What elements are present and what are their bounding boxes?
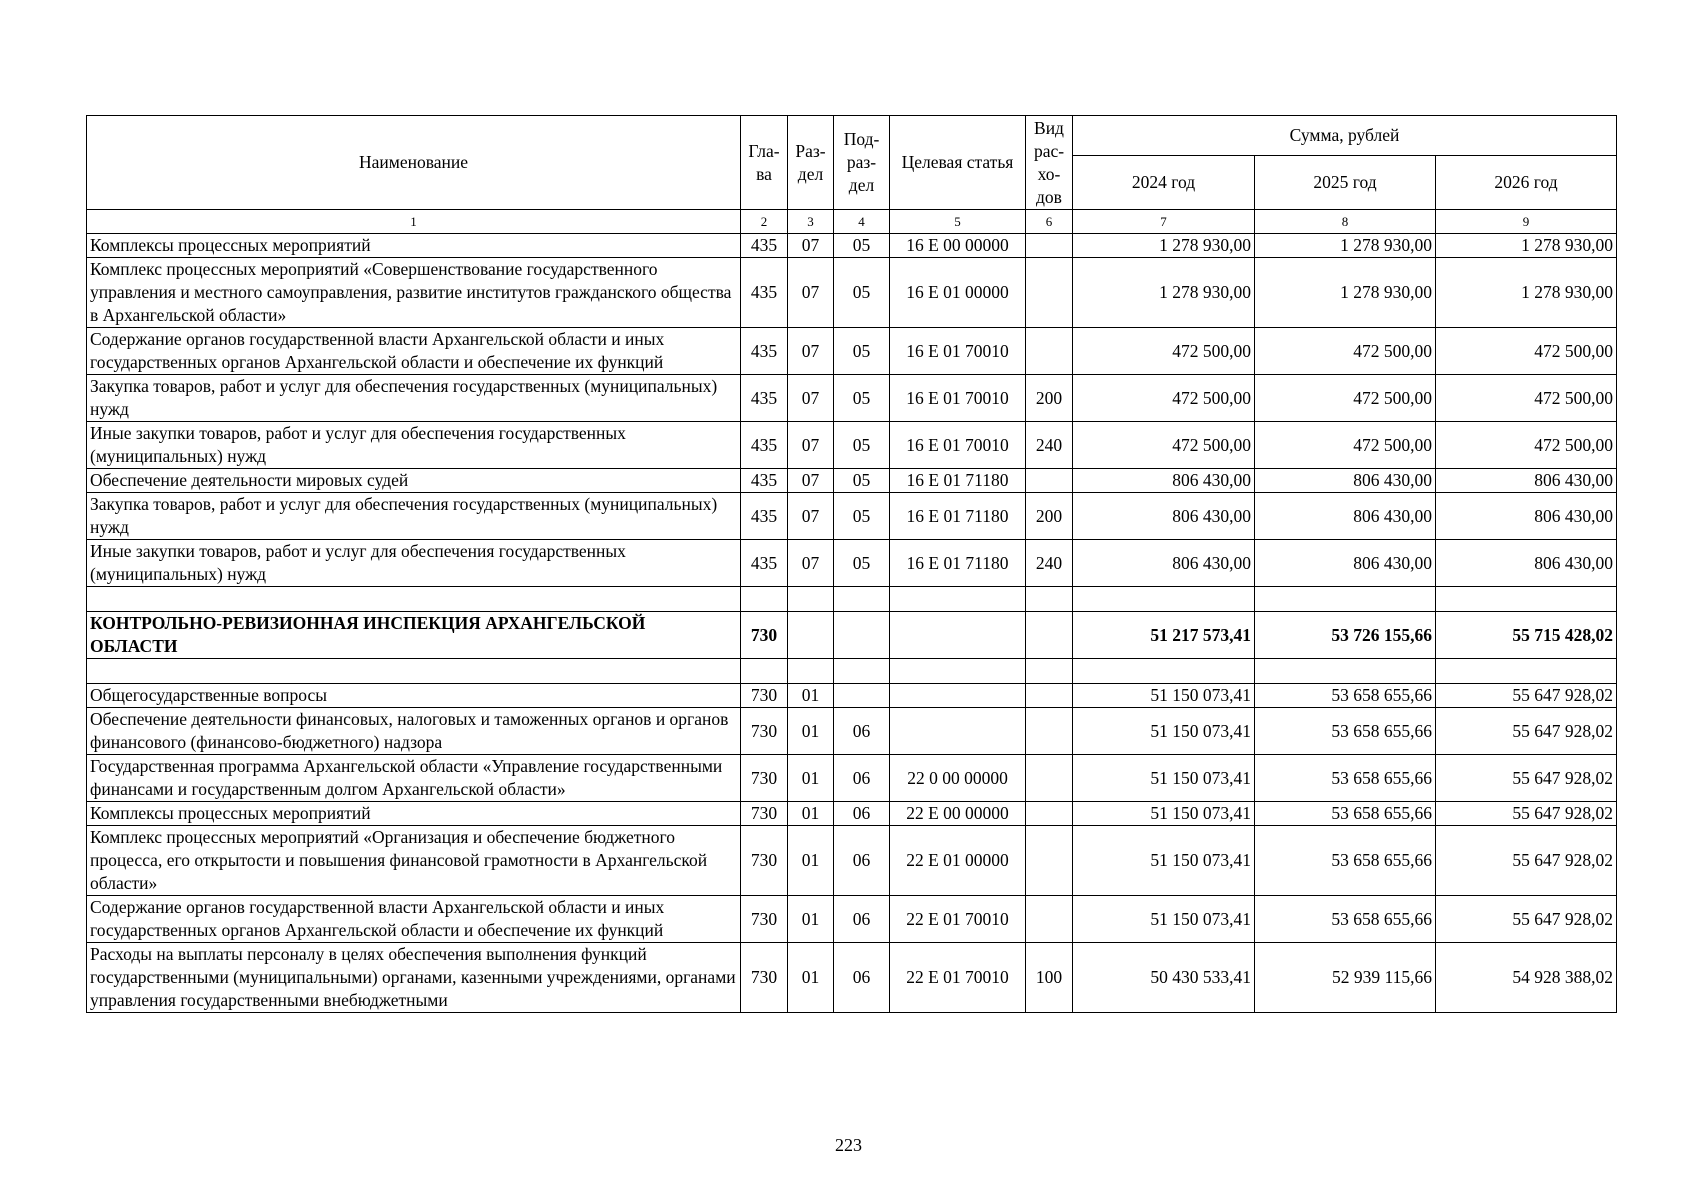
- glava-cell: 435: [741, 328, 788, 375]
- vid-cell: [1026, 258, 1073, 328]
- target-cell: 16 Е 00 00000: [890, 234, 1026, 258]
- glava-cell: 435: [741, 375, 788, 422]
- podrazdel-cell: [834, 684, 890, 708]
- target-cell: [890, 684, 1026, 708]
- vid-cell: [1026, 587, 1073, 612]
- sum-2025-cell: 53 658 655,66: [1255, 826, 1436, 896]
- glava-cell: 730: [741, 755, 788, 802]
- header-target: Целевая статья: [890, 116, 1026, 210]
- sum-2025-cell: 806 430,00: [1255, 469, 1436, 493]
- table-row: [87, 234, 1617, 258]
- razdel-cell: 07: [788, 258, 834, 328]
- razdel-cell: 01: [788, 755, 834, 802]
- sum-2025-cell: 806 430,00: [1255, 540, 1436, 587]
- target-cell: 22 Е 01 70010: [890, 943, 1026, 1013]
- target-cell: [890, 612, 1026, 659]
- table-row: [87, 540, 1617, 587]
- sum-2025-cell: 1 278 930,00: [1255, 234, 1436, 258]
- glava-cell: 730: [741, 708, 788, 755]
- header-vid: Вид рас-хо-дов: [1026, 116, 1073, 210]
- budget-table: [86, 115, 1617, 1013]
- name-cell: Иные закупки товаров, работ и услуг для обеспечения государственных (муниципальных) нужд: [87, 422, 741, 469]
- vid-cell: [1026, 826, 1073, 896]
- section-total-row: [87, 612, 1617, 659]
- podrazdel-cell: 05: [834, 422, 890, 469]
- column-number: 2: [741, 210, 788, 234]
- table-row: [87, 755, 1617, 802]
- sum-2024-cell: [1073, 587, 1255, 612]
- target-cell: 22 0 00 00000: [890, 755, 1026, 802]
- razdel-cell: [788, 612, 834, 659]
- column-number: 8: [1255, 210, 1436, 234]
- column-number: 4: [834, 210, 890, 234]
- sum-2026-cell: [1436, 587, 1617, 612]
- sum-2026-cell: 806 430,00: [1436, 469, 1617, 493]
- sum-2024-cell: 1 278 930,00: [1073, 258, 1255, 328]
- sum-2024-cell: 51 150 073,41: [1073, 684, 1255, 708]
- name-cell: Содержание органов государственной власти Архангельской области и иных государственных органов Архангельской области и обеспечение их функций: [87, 328, 741, 375]
- glava-cell: [741, 587, 788, 612]
- table-body: [87, 234, 1617, 1013]
- sum-2024-cell: 51 150 073,41: [1073, 755, 1255, 802]
- column-number: 1: [87, 210, 741, 234]
- target-cell: [890, 587, 1026, 612]
- sum-2025-cell: 472 500,00: [1255, 375, 1436, 422]
- sum-2025-cell: [1255, 659, 1436, 684]
- vid-cell: 100: [1026, 943, 1073, 1013]
- glava-cell: 730: [741, 826, 788, 896]
- sum-2025-cell: [1255, 587, 1436, 612]
- razdel-cell: 01: [788, 943, 834, 1013]
- razdel-cell: 01: [788, 708, 834, 755]
- column-number: 6: [1026, 210, 1073, 234]
- vid-cell: [1026, 802, 1073, 826]
- name-cell: Комплекс процессных мероприятий «Организация и обеспечение бюджетного процесса, его открытости и повышения финансовой грамотности в Архангельской области»: [87, 826, 741, 896]
- table-row: [87, 802, 1617, 826]
- razdel-cell: [788, 587, 834, 612]
- podrazdel-cell: [834, 587, 890, 612]
- glava-cell: 435: [741, 234, 788, 258]
- sum-2025-cell: 472 500,00: [1255, 422, 1436, 469]
- vid-cell: 200: [1026, 493, 1073, 540]
- page-number: 223: [835, 1135, 862, 1155]
- vid-cell: [1026, 469, 1073, 493]
- sum-2026-cell: 55 647 928,02: [1436, 684, 1617, 708]
- name-cell: Расходы на выплаты персоналу в целях обеспечения выполнения функций государственными (муниципальными) органами, казенными учреждениями, органами управления государственными внебюджетными: [87, 943, 741, 1013]
- target-cell: 22 Е 01 70010: [890, 896, 1026, 943]
- blank-row: [87, 587, 1617, 612]
- vid-cell: 240: [1026, 422, 1073, 469]
- target-cell: 16 Е 01 70010: [890, 422, 1026, 469]
- name-cell: Обеспечение деятельности мировых судей: [87, 469, 741, 493]
- sum-2026-cell: 55 647 928,02: [1436, 755, 1617, 802]
- sum-2024-cell: 472 500,00: [1073, 375, 1255, 422]
- table-row: [87, 708, 1617, 755]
- podrazdel-cell: 05: [834, 375, 890, 422]
- vid-cell: [1026, 659, 1073, 684]
- sum-2025-cell: 53 658 655,66: [1255, 802, 1436, 826]
- sum-2024-cell: 51 150 073,41: [1073, 896, 1255, 943]
- glava-cell: 435: [741, 469, 788, 493]
- glava-cell: 730: [741, 612, 788, 659]
- table-row: [87, 896, 1617, 943]
- table-row: [87, 943, 1617, 1013]
- table-row: [87, 328, 1617, 375]
- sum-2025-cell: 53 726 155,66: [1255, 612, 1436, 659]
- podrazdel-cell: 05: [834, 493, 890, 540]
- podrazdel-cell: 05: [834, 328, 890, 375]
- sum-2026-cell: 55 647 928,02: [1436, 896, 1617, 943]
- razdel-cell: 01: [788, 896, 834, 943]
- glava-cell: [741, 659, 788, 684]
- blank-row: [87, 659, 1617, 684]
- sum-2024-cell: 1 278 930,00: [1073, 234, 1255, 258]
- sum-2024-cell: 51 217 573,41: [1073, 612, 1255, 659]
- vid-cell: 240: [1026, 540, 1073, 587]
- razdel-cell: 07: [788, 540, 834, 587]
- column-number: 7: [1073, 210, 1255, 234]
- podrazdel-cell: 06: [834, 755, 890, 802]
- table-row: [87, 375, 1617, 422]
- name-cell: Государственная программа Архангельской области «Управление государственными финансами и государственным долгом Архангельской области»: [87, 755, 741, 802]
- target-cell: 16 Е 01 71180: [890, 469, 1026, 493]
- podrazdel-cell: [834, 612, 890, 659]
- glava-cell: 730: [741, 896, 788, 943]
- sum-2025-cell: 1 278 930,00: [1255, 258, 1436, 328]
- header-year-2024: 2024 год: [1073, 156, 1255, 210]
- sum-2026-cell: 54 928 388,02: [1436, 943, 1617, 1013]
- sum-2025-cell: 806 430,00: [1255, 493, 1436, 540]
- table-row: [87, 684, 1617, 708]
- razdel-cell: 07: [788, 234, 834, 258]
- sum-2024-cell: 806 430,00: [1073, 493, 1255, 540]
- razdel-cell: 07: [788, 493, 834, 540]
- name-cell: Комплексы процессных мероприятий: [87, 234, 741, 258]
- sum-2026-cell: 55 647 928,02: [1436, 708, 1617, 755]
- target-cell: 16 Е 01 71180: [890, 493, 1026, 540]
- name-cell: Обеспечение деятельности финансовых, налоговых и таможенных органов и органов финансового (финансово-бюджетного) надзора: [87, 708, 741, 755]
- name-cell: Закупка товаров, работ и услуг для обеспечения государственных (муниципальных) нужд: [87, 493, 741, 540]
- podrazdel-cell: 06: [834, 943, 890, 1013]
- vid-cell: [1026, 234, 1073, 258]
- sum-2026-cell: 55 647 928,02: [1436, 826, 1617, 896]
- table-row: [87, 422, 1617, 469]
- podrazdel-cell: 06: [834, 896, 890, 943]
- glava-cell: 435: [741, 422, 788, 469]
- sum-2026-cell: 1 278 930,00: [1436, 234, 1617, 258]
- razdel-cell: 07: [788, 469, 834, 493]
- sum-2025-cell: 53 658 655,66: [1255, 684, 1436, 708]
- header-year-2025: 2025 год: [1255, 156, 1436, 210]
- target-cell: [890, 659, 1026, 684]
- sum-2024-cell: 806 430,00: [1073, 540, 1255, 587]
- podrazdel-cell: 06: [834, 708, 890, 755]
- column-number: 5: [890, 210, 1026, 234]
- table-row: [87, 826, 1617, 896]
- sum-2024-cell: 50 430 533,41: [1073, 943, 1255, 1013]
- header-name: Наименование: [87, 116, 741, 210]
- column-number-row: [87, 210, 1617, 234]
- name-cell: [87, 659, 741, 684]
- sum-2024-cell: 806 430,00: [1073, 469, 1255, 493]
- razdel-cell: 07: [788, 328, 834, 375]
- podrazdel-cell: [834, 659, 890, 684]
- name-cell: Общегосударственные вопросы: [87, 684, 741, 708]
- table-header: [87, 116, 1617, 234]
- name-cell: Содержание органов государственной власти Архангельской области и иных государственных органов Архангельской области и обеспечение их функций: [87, 896, 741, 943]
- name-cell: Комплексы процессных мероприятий: [87, 802, 741, 826]
- header-glava: Гла-ва: [741, 116, 788, 210]
- target-cell: 22 Е 00 00000: [890, 802, 1026, 826]
- sum-2026-cell: 1 278 930,00: [1436, 258, 1617, 328]
- table-row: [87, 493, 1617, 540]
- sum-2025-cell: 53 658 655,66: [1255, 708, 1436, 755]
- sum-2025-cell: 53 658 655,66: [1255, 755, 1436, 802]
- sum-2026-cell: 472 500,00: [1436, 422, 1617, 469]
- sum-2026-cell: 55 715 428,02: [1436, 612, 1617, 659]
- target-cell: [890, 708, 1026, 755]
- podrazdel-cell: 06: [834, 802, 890, 826]
- table-row: [87, 258, 1617, 328]
- vid-cell: 200: [1026, 375, 1073, 422]
- name-cell: Иные закупки товаров, работ и услуг для обеспечения государственных (муниципальных) нужд: [87, 540, 741, 587]
- target-cell: 22 Е 01 00000: [890, 826, 1026, 896]
- sum-2026-cell: 806 430,00: [1436, 493, 1617, 540]
- glava-cell: 730: [741, 684, 788, 708]
- razdel-cell: 01: [788, 684, 834, 708]
- razdel-cell: 07: [788, 375, 834, 422]
- sum-2024-cell: 51 150 073,41: [1073, 708, 1255, 755]
- glava-cell: 435: [741, 493, 788, 540]
- podrazdel-cell: 05: [834, 234, 890, 258]
- header-sum: Сумма, рублей: [1073, 116, 1617, 156]
- sum-2024-cell: 51 150 073,41: [1073, 802, 1255, 826]
- header-razdel: Раз-дел: [788, 116, 834, 210]
- glava-cell: 435: [741, 540, 788, 587]
- glava-cell: 435: [741, 258, 788, 328]
- razdel-cell: [788, 659, 834, 684]
- sum-2026-cell: 55 647 928,02: [1436, 802, 1617, 826]
- header-podrazdel: Под-раз-дел: [834, 116, 890, 210]
- vid-cell: [1026, 684, 1073, 708]
- column-number: 9: [1436, 210, 1617, 234]
- glava-cell: 730: [741, 802, 788, 826]
- razdel-cell: 07: [788, 422, 834, 469]
- target-cell: 16 Е 01 71180: [890, 540, 1026, 587]
- sum-2024-cell: 51 150 073,41: [1073, 826, 1255, 896]
- vid-cell: [1026, 896, 1073, 943]
- column-number: 3: [788, 210, 834, 234]
- sum-2025-cell: 52 939 115,66: [1255, 943, 1436, 1013]
- sum-2026-cell: 806 430,00: [1436, 540, 1617, 587]
- target-cell: 16 Е 01 00000: [890, 258, 1026, 328]
- name-cell: [87, 587, 741, 612]
- sum-2026-cell: 472 500,00: [1436, 375, 1617, 422]
- vid-cell: [1026, 708, 1073, 755]
- name-cell: Закупка товаров, работ и услуг для обеспечения государственных (муниципальных) нужд: [87, 375, 741, 422]
- sum-2024-cell: 472 500,00: [1073, 422, 1255, 469]
- table-row: [87, 469, 1617, 493]
- header-year-2026: 2026 год: [1436, 156, 1617, 210]
- podrazdel-cell: 05: [834, 540, 890, 587]
- sum-2024-cell: [1073, 659, 1255, 684]
- vid-cell: [1026, 328, 1073, 375]
- razdel-cell: 01: [788, 802, 834, 826]
- sum-2025-cell: 472 500,00: [1255, 328, 1436, 375]
- vid-cell: [1026, 755, 1073, 802]
- name-cell: Комплекс процессных мероприятий «Совершенствование государственного управления и местного самоуправления, развитие институтов гражданского общества в Архангельской области»: [87, 258, 741, 328]
- sum-2024-cell: 472 500,00: [1073, 328, 1255, 375]
- target-cell: 16 Е 01 70010: [890, 328, 1026, 375]
- vid-cell: [1026, 612, 1073, 659]
- podrazdel-cell: 05: [834, 258, 890, 328]
- target-cell: 16 Е 01 70010: [890, 375, 1026, 422]
- razdel-cell: 01: [788, 826, 834, 896]
- sum-2026-cell: [1436, 659, 1617, 684]
- name-cell: КОНТРОЛЬНО-РЕВИЗИОННАЯ ИНСПЕКЦИЯ АРХАНГЕЛЬСКОЙ ОБЛАСТИ: [87, 612, 741, 659]
- sum-2025-cell: 53 658 655,66: [1255, 896, 1436, 943]
- podrazdel-cell: 05: [834, 469, 890, 493]
- sum-2026-cell: 472 500,00: [1436, 328, 1617, 375]
- glava-cell: 730: [741, 943, 788, 1013]
- podrazdel-cell: 06: [834, 826, 890, 896]
